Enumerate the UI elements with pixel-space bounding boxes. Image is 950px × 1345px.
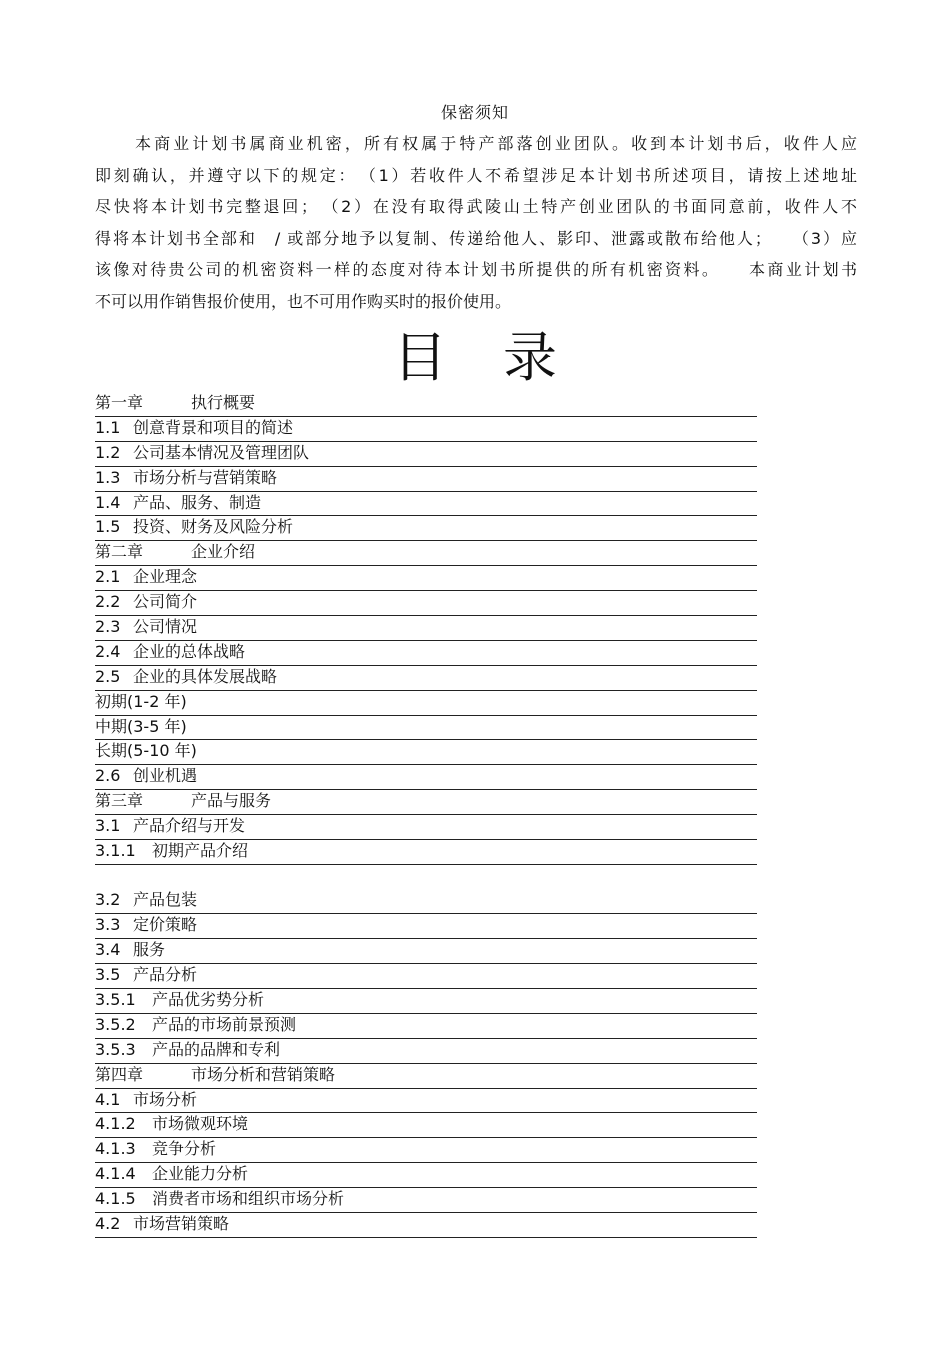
toc-entry-title: 产品、服务、制造 bbox=[133, 492, 262, 512]
toc-entry-title: 投资、财务及风险分析 bbox=[133, 517, 294, 537]
toc-entry-title: 产品介绍与开发 bbox=[133, 816, 246, 836]
toc-entry-title: 竞争分析 bbox=[152, 1139, 217, 1159]
notice-line: 该像对待贵公司的机密资料一样的态度对待本计划书所提供的所有机密资料。 本商业计划书 bbox=[95, 260, 857, 280]
toc-entry-number: 4.1.3 bbox=[95, 1139, 136, 1159]
toc-entry-title: 公司情况 bbox=[133, 617, 198, 637]
toc-entry-number: 2.5 bbox=[95, 666, 121, 686]
toc-entry-number: 2.6 bbox=[95, 766, 121, 786]
toc-entry[interactable] bbox=[95, 914, 757, 939]
toc-chapter-entry[interactable] bbox=[95, 790, 757, 815]
toc-entry-number: 2.3 bbox=[95, 617, 121, 637]
toc-entry-title: 企业介绍 bbox=[191, 542, 256, 562]
toc-entry-title: 市场分析 bbox=[133, 1089, 198, 1109]
toc-entry[interactable] bbox=[95, 591, 757, 616]
toc-entry-title: 产品的品牌和专利 bbox=[152, 1039, 281, 1059]
toc-entry-number: 3.5.3 bbox=[95, 1039, 136, 1059]
toc-entry-title: 中期(3-5 年) bbox=[95, 716, 187, 736]
toc-entry-title: 市场分析与营销策略 bbox=[133, 467, 278, 487]
notice-line: 得将本计划书全部和 / 或部分地予以复制、传递给他人、影印、泄露或散布给他人； （3）应 bbox=[95, 228, 857, 248]
toc-entry[interactable] bbox=[95, 467, 757, 492]
toc-entry-number: 3.1 bbox=[95, 816, 121, 836]
toc-entry[interactable] bbox=[95, 1188, 757, 1213]
toc-entry-number: 3.5.1 bbox=[95, 989, 136, 1009]
toc-entry[interactable] bbox=[95, 1089, 757, 1114]
toc-entry-title: 执行概要 bbox=[191, 393, 256, 412]
toc-entry[interactable] bbox=[95, 939, 757, 964]
toc-entry-number: 4.1.4 bbox=[95, 1164, 136, 1184]
toc-entry[interactable] bbox=[95, 641, 757, 666]
toc-entry-title: 定价策略 bbox=[133, 915, 198, 935]
toc-entry[interactable] bbox=[95, 740, 757, 765]
toc-entry[interactable] bbox=[95, 442, 757, 467]
toc-entry-title: 企业的具体发展战略 bbox=[133, 666, 278, 686]
table-of-contents bbox=[95, 392, 757, 1238]
toc-entry[interactable] bbox=[95, 1163, 757, 1188]
toc-entry-title: 市场分析和营销策略 bbox=[191, 1064, 336, 1084]
notice-line: 本商业计划书属商业机密，所有权属于特产部落创业团队。收到本计划书后，收件人应 bbox=[135, 134, 857, 153]
notice-title: 保密须知 bbox=[440, 103, 509, 122]
toc-entry-number: 1.1 bbox=[95, 417, 121, 437]
toc-entry[interactable] bbox=[95, 989, 757, 1014]
toc-entry[interactable] bbox=[95, 666, 757, 691]
toc-entry-title: 市场营销策略 bbox=[133, 1214, 230, 1233]
toc-entry-title: 产品的市场前景预测 bbox=[152, 1014, 297, 1034]
toc-entry-number: 1.5 bbox=[95, 517, 121, 537]
toc-entry-number: 4.2 bbox=[95, 1214, 121, 1233]
toc-entry-number: 2.2 bbox=[95, 592, 121, 612]
toc-entry-number: 4.1.5 bbox=[95, 1189, 136, 1209]
toc-entry-number: 2.4 bbox=[95, 641, 121, 661]
toc-entry[interactable] bbox=[95, 516, 757, 541]
notice-line: 尽快将本计划书完整退回； （2）在没有取得武陵山土特产创业团队的书面同意前，收件人不 bbox=[95, 197, 857, 217]
toc-entry[interactable] bbox=[95, 765, 757, 790]
toc-entry-number: 3.5 bbox=[95, 965, 121, 985]
toc-entry-title: 初期产品介绍 bbox=[152, 841, 249, 861]
toc-entry-number: 4.1 bbox=[95, 1089, 121, 1109]
toc-entry-number: 1.3 bbox=[95, 467, 121, 487]
confidentiality-notice bbox=[95, 133, 857, 323]
toc-entry[interactable] bbox=[95, 492, 757, 517]
toc-entry-number: 2.1 bbox=[95, 567, 121, 587]
toc-entry-title: 初期(1-2 年) bbox=[95, 691, 187, 711]
toc-entry-title: 创业机遇 bbox=[133, 766, 198, 786]
toc-entry-title: 企业的总体战略 bbox=[133, 641, 246, 661]
toc-entry[interactable] bbox=[95, 1014, 757, 1039]
toc-chapter-entry[interactable] bbox=[95, 392, 757, 417]
toc-entry[interactable] bbox=[95, 1213, 757, 1238]
toc-entry-title: 产品与服务 bbox=[191, 791, 272, 811]
toc-entry-number: 第二章 bbox=[95, 542, 144, 562]
toc-chapter-entry[interactable] bbox=[95, 1064, 757, 1089]
toc-entry-title: 消费者市场和组织市场分析 bbox=[152, 1189, 345, 1209]
toc-entry[interactable] bbox=[95, 840, 757, 865]
toc-entry[interactable] bbox=[95, 691, 757, 716]
toc-entry[interactable] bbox=[95, 964, 757, 989]
toc-entry[interactable] bbox=[95, 1113, 757, 1138]
toc-entry-title: 产品分析 bbox=[133, 965, 198, 985]
toc-title: 目录 bbox=[393, 326, 613, 389]
toc-entry[interactable] bbox=[95, 616, 757, 641]
toc-entry-title: 长期(5-10 年) bbox=[95, 741, 197, 761]
toc-entry-number: 4.1.2 bbox=[95, 1114, 136, 1134]
toc-entry-number: 3.1.1 bbox=[95, 841, 136, 861]
toc-entry-number: 3.2 bbox=[95, 890, 121, 910]
toc-entry[interactable] bbox=[95, 889, 757, 914]
toc-entry-number: 第三章 bbox=[95, 791, 144, 811]
toc-entry-title: 产品包装 bbox=[133, 890, 198, 910]
toc-entry[interactable] bbox=[95, 1138, 757, 1163]
toc-entry[interactable] bbox=[95, 566, 757, 591]
toc-entry-title: 市场微观环境 bbox=[152, 1114, 249, 1134]
notice-line: 不可以用作销售报价使用，也不可用作购买时的报价使用。 bbox=[95, 291, 512, 311]
toc-entry-title: 创意背景和项目的简述 bbox=[133, 417, 294, 437]
notice-line: 即刻确认，并遵守以下的规定： （1）若收件人不希望涉足本计划书所述项目，请按上述地址 bbox=[95, 165, 857, 185]
toc-entry-title: 服务 bbox=[133, 940, 166, 960]
toc-entry[interactable] bbox=[95, 1039, 757, 1064]
toc-entry[interactable] bbox=[95, 815, 757, 840]
toc-entry-number: 3.4 bbox=[95, 940, 121, 960]
toc-entry[interactable] bbox=[95, 417, 757, 442]
toc-entry-number: 1.2 bbox=[95, 442, 121, 462]
toc-entry-number: 第四章 bbox=[95, 1064, 144, 1084]
toc-entry-title: 公司基本情况及管理团队 bbox=[133, 442, 310, 462]
toc-entry[interactable] bbox=[95, 716, 757, 741]
toc-chapter-entry[interactable] bbox=[95, 541, 757, 566]
toc-entry-number: 1.4 bbox=[95, 492, 121, 512]
toc-entry-title: 企业理念 bbox=[133, 567, 198, 587]
toc-entry-number: 3.3 bbox=[95, 915, 121, 935]
toc-entry-number: 第一章 bbox=[95, 393, 144, 412]
toc-entry-number: 3.5.2 bbox=[95, 1014, 136, 1034]
toc-entry-title: 企业能力分析 bbox=[152, 1164, 249, 1184]
toc-entry-title: 产品优劣势分析 bbox=[152, 989, 265, 1009]
toc-entry-title: 公司简介 bbox=[133, 592, 198, 612]
